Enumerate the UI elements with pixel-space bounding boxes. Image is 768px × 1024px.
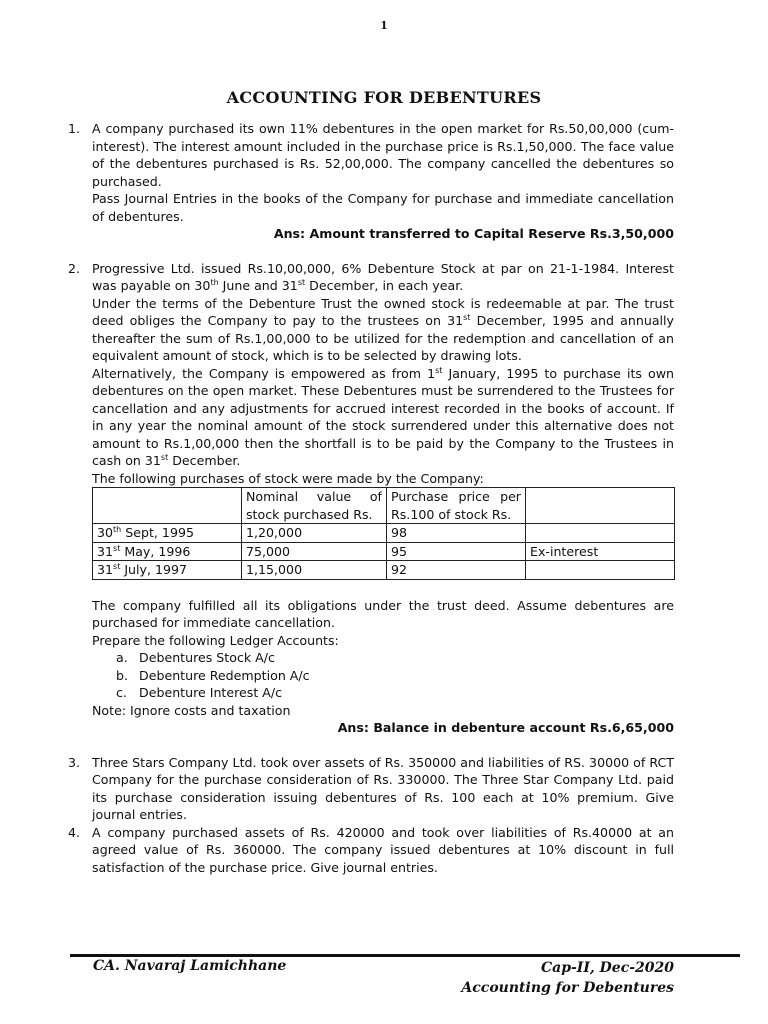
question-3 [68,754,674,824]
question-number: 2. [68,260,81,276]
note-cell [526,524,675,543]
table-header-cell [526,488,675,524]
question-2 [68,260,674,737]
date-cell: 31st July, 1997 [93,561,242,580]
question-text: Three Stars Company Ltd. took over assets of Rs. 350000 and liabilities of RS. 30000 of RCT Company for the purchase consideration of Rs. 330000. The Three Star Company Ltd. paid its purchase consideration issuing debentures of Rs. 100 each at 10% premium. Give journal entries. [92,754,674,822]
table-header-row [93,488,675,524]
table-header-cell: Purchase price per Rs.100 of stock Rs. [387,488,526,524]
table-header-cell: Nominal value of stock purchased Rs. [242,488,387,524]
question-text: A company purchased its own 11% debentures in the open market for Rs.50,00,000 (cum-interest). The interest amount included in the purchase price is Rs.1,50,000. The face value of the debentures purchased is Rs. 52,00,000. The company cancelled the debentures so purchased. [92,121,674,189]
price-cell: 95 [387,542,526,561]
question-paragraph: The following purchases of stock were made by the Company: [92,470,484,486]
footer-subject: Accounting for Debentures [461,980,674,996]
list-item: a. Debentures Stock A/c [116,650,275,665]
page-number: 1 [380,19,388,32]
table-row [93,542,675,561]
note-line: Note: Ignore costs and taxation [92,702,291,718]
question-1 [68,120,674,243]
question-text: A company purchased assets of Rs. 420000 and took over liabilities of Rs.40000 at an agreed value of Rs. 360000. The company issued debentures at 10% discount in full satisfaction of the purchase price. Give journal entries. [92,824,674,875]
question-4 [68,824,674,877]
question-number: 1. [68,121,81,136]
question-number: 4. [68,824,81,840]
date-cell: 31st May, 1996 [93,542,242,561]
table-row [93,561,675,580]
question-paragraph: Prepare the following Ledger Accounts: [92,632,339,648]
page-title: ACCOUNTING FOR DEBENTURES [226,88,542,107]
table-header-cell [93,488,242,524]
price-cell: 98 [387,524,526,543]
nominal-cell: 1,15,000 [242,561,387,580]
answer-line: Ans: Balance in debenture account Rs.6,65,000 [337,720,674,735]
footer-course-info [461,958,674,998]
question-paragraph: The company fulfilled all its obligations under the trust deed. Assume debentures are purchased for immediate cancellation. [92,597,674,630]
ledger-list [92,649,674,702]
footer-divider [70,954,740,957]
question-instruction: Pass Journal Entries in the books of the Company for purchase and immediate cancellation of debentures. [92,191,674,224]
questions-body [68,120,674,876]
question-paragraph: Progressive Ltd. issued Rs.10,00,000, 6% Debenture Stock at par on 21-1-1984. Interest was payable on 30th June and 31st December, in each year. [92,260,674,293]
price-cell: 92 [387,561,526,580]
list-item: c. Debenture Interest A/c [116,685,283,700]
list-item: b. Debenture Redemption A/c [116,667,310,683]
question-paragraph: Under the terms of the Debenture Trust the owned stock is redeemable at par. The trust deed obliges the Company to pay to the trustees on 31st December, 1995 and annually thereafter the sum of Rs.1,00,000 to be utilized for the redemption and cancellation of an equivalent amount of stock, which is to be selected by drawing lots. [92,295,674,363]
question-number: 3. [68,754,81,770]
footer-author: CA. Navaraj Lamichhane [93,958,287,974]
question-paragraph: Alternatively, the Company is empowered as from 1st January, 1995 to purchase its own debentures on the open market. These Debentures must be surrendered to the Trustees for cancellation and any adjustments for accrued interest recorded in the books of account. If in any year the nominal amount of the stock surrendered under this alternative does not amount to Rs.1,00,000 then the shortfall is to be paid by the Company to the Trustees in cash on 31st December. [92,365,674,468]
table-row [93,524,675,543]
purchases-table [92,487,675,580]
date-cell: 30th Sept, 1995 [93,524,242,543]
footer-course: Cap-II, Dec-2020 [540,960,674,976]
note-cell: Ex-interest [526,542,675,561]
nominal-cell: 75,000 [242,542,387,561]
note-cell [526,561,675,580]
answer-line: Ans: Amount transferred to Capital Reserve Rs.3,50,000 [273,226,674,241]
nominal-cell: 1,20,000 [242,524,387,543]
